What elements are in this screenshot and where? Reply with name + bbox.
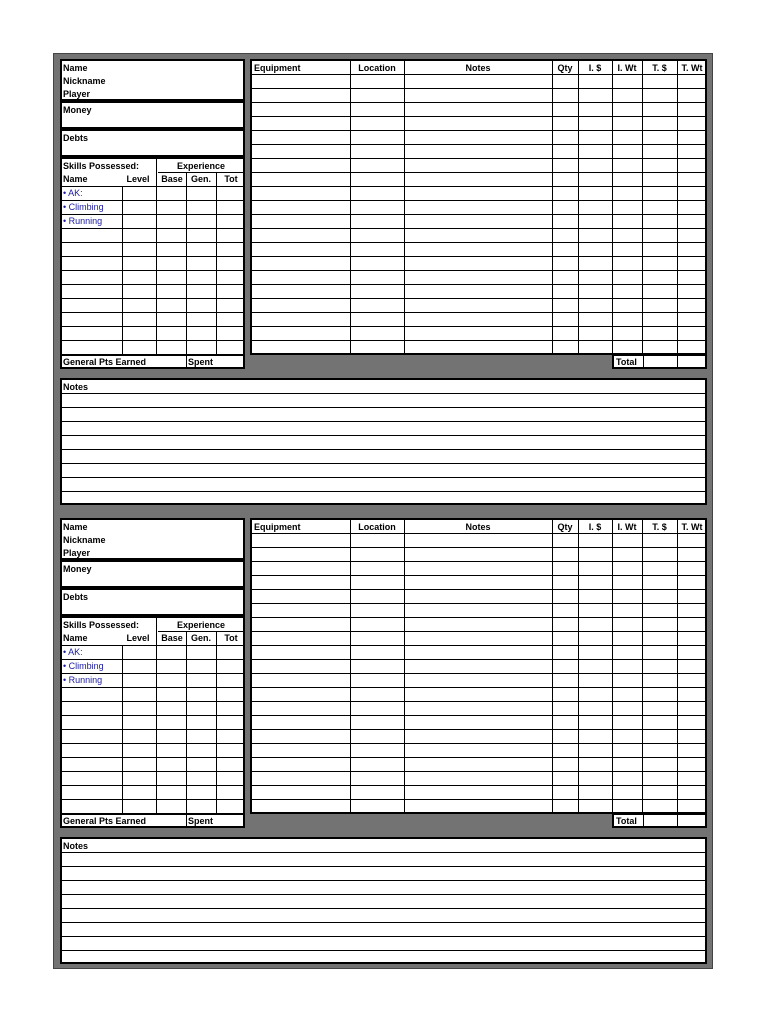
equipment-column-header: Notes (465, 522, 491, 532)
notes-line (62, 407, 707, 408)
equipment-row-line (252, 785, 707, 786)
experience-label: Experience (176, 161, 226, 171)
column-line (350, 61, 351, 353)
equipment-row-line (252, 340, 707, 341)
skill-name-header: Name (63, 174, 88, 184)
equipment-row-line (252, 158, 707, 159)
spent-label: Spent (188, 816, 214, 826)
nickname-label: Nickname (63, 76, 106, 86)
equipment-column-header: Location (358, 522, 396, 532)
skill-row-line (62, 256, 245, 257)
sheet2-totals-box (612, 813, 707, 828)
column-line (186, 631, 187, 813)
notes-line (62, 922, 707, 923)
skill-row-line (62, 715, 245, 716)
skill-entry: • AK: (63, 188, 83, 198)
gen-header: Gen. (190, 174, 211, 184)
equipment-column-header: T. Wt (681, 63, 703, 73)
column-line (677, 815, 678, 826)
gen-header: Gen. (190, 633, 211, 643)
rule-line (158, 172, 245, 173)
sheet2-general-points-box (60, 813, 245, 828)
level-header: Level (126, 174, 150, 184)
equipment-row-line (252, 575, 707, 576)
notes-label: Notes (63, 841, 89, 851)
notes-line (62, 477, 707, 478)
notes-line (62, 449, 707, 450)
notes-line (62, 880, 707, 881)
equipment-row-line (252, 547, 707, 548)
sheet1-totals-box (612, 354, 707, 369)
notes-line (62, 463, 707, 464)
column-line (643, 356, 644, 367)
equipment-row-line (252, 673, 707, 674)
equipment-row-line (252, 533, 707, 534)
equipment-row-line (252, 312, 707, 313)
equipment-row-line (252, 88, 707, 89)
experience-label: Experience (176, 620, 226, 630)
notes-line (62, 491, 707, 492)
equipment-row-line (252, 659, 707, 660)
skill-row-line (62, 284, 245, 285)
column-line (186, 815, 187, 826)
equipment-column-header: Notes (465, 63, 491, 73)
skill-row-line (62, 757, 245, 758)
skill-row-line (62, 326, 245, 327)
skill-row-line (62, 298, 245, 299)
name-label: Name (63, 522, 88, 532)
equipment-row-line (252, 589, 707, 590)
column-line (350, 520, 351, 812)
sheet1-money-box (60, 101, 245, 129)
sheet1-identity-box (60, 59, 245, 101)
skill-row-line (62, 799, 245, 800)
name-label: Name (63, 63, 88, 73)
spent-label: Spent (188, 357, 214, 367)
equipment-row-line (252, 130, 707, 131)
equipment-row-line (252, 242, 707, 243)
column-line (552, 520, 553, 812)
skill-row-line (62, 701, 245, 702)
sheet2-skills-box (60, 616, 245, 815)
equipment-column-header: T. $ (652, 63, 667, 73)
skill-row-line (62, 729, 245, 730)
column-line (677, 356, 678, 367)
column-line (122, 186, 123, 354)
player-label: Player (63, 89, 91, 99)
total-label: Total (616, 357, 637, 367)
sheet1-notes-box (60, 378, 707, 505)
column-line (156, 645, 157, 813)
equipment-row-line (252, 186, 707, 187)
equipment-row-line (252, 701, 707, 702)
notes-line (62, 866, 707, 867)
equipment-row-line (252, 729, 707, 730)
column-line (578, 520, 579, 812)
sheet2-equipment-table (250, 518, 707, 814)
notes-label: Notes (63, 382, 89, 392)
notes-line (62, 908, 707, 909)
column-line (186, 172, 187, 354)
equipment-row-line (252, 603, 707, 604)
notes-line (62, 393, 707, 394)
column-line (612, 61, 613, 353)
column-line (216, 631, 217, 813)
notes-line (62, 894, 707, 895)
column-line (612, 520, 613, 812)
money-label: Money (63, 564, 92, 574)
column-line (216, 172, 217, 354)
skill-row-line (62, 312, 245, 313)
equipment-row-line (252, 326, 707, 327)
equipment-row-line (252, 200, 707, 201)
column-line (677, 61, 678, 353)
notes-line (62, 852, 707, 853)
sheet2-debts-box (60, 588, 245, 616)
equipment-row-line (252, 144, 707, 145)
equipment-column-header: T. Wt (681, 522, 703, 532)
equipment-row-line (252, 687, 707, 688)
sheet1-debts-box (60, 129, 245, 157)
skill-entry: • Climbing (63, 202, 104, 212)
equipment-row-line (252, 617, 707, 618)
equipment-column-header: Qty (557, 522, 573, 532)
skill-row-line (62, 340, 245, 341)
equipment-row-line (252, 284, 707, 285)
equipment-row-line (252, 743, 707, 744)
rule-line (158, 631, 245, 632)
equipment-column-header: I. Wt (617, 63, 637, 73)
column-line (578, 61, 579, 353)
column-line (677, 520, 678, 812)
total-label: Total (616, 816, 637, 826)
equipment-column-header: I. $ (588, 63, 602, 73)
general-pts-earned-label: General Pts Earned (63, 357, 147, 367)
tot-header: Tot (224, 633, 238, 643)
skill-row-line (62, 687, 245, 688)
column-line (404, 520, 405, 812)
nickname-label: Nickname (63, 535, 106, 545)
equipment-column-header: I. Wt (617, 522, 637, 532)
equipment-row-line (252, 771, 707, 772)
equipment-row-line (252, 799, 707, 800)
skill-entry: • Climbing (63, 661, 104, 671)
base-header: Base (161, 633, 183, 643)
equipment-column-header: Qty (557, 63, 573, 73)
column-line (404, 61, 405, 353)
equipment-row-line (252, 757, 707, 758)
level-header: Level (126, 633, 150, 643)
player-label: Player (63, 548, 91, 558)
debts-label: Debts (63, 592, 89, 602)
skill-row-line (62, 228, 245, 229)
equipment-row-line (252, 715, 707, 716)
equipment-row-line (252, 228, 707, 229)
column-line (156, 618, 157, 645)
column-line (642, 61, 643, 353)
skill-row-line (62, 186, 245, 187)
skills-possessed-label: Skills Possessed: (63, 161, 140, 171)
skill-entry: • Running (63, 216, 103, 226)
skills-possessed-label: Skills Possessed: (63, 620, 140, 630)
skill-entry: • Running (63, 675, 103, 685)
equipment-row-line (252, 102, 707, 103)
debts-label: Debts (63, 133, 89, 143)
equipment-row-line (252, 645, 707, 646)
notes-line (62, 421, 707, 422)
equipment-row-line (252, 561, 707, 562)
equipment-row-line (252, 214, 707, 215)
skill-entry: • AK: (63, 647, 83, 657)
sheet1-skills-box (60, 157, 245, 356)
skill-row-line (62, 645, 245, 646)
equipment-column-header: Equipment (254, 63, 301, 73)
equipment-column-header: Equipment (254, 522, 301, 532)
base-header: Base (161, 174, 183, 184)
skill-row-line (62, 743, 245, 744)
equipment-row-line (252, 116, 707, 117)
skill-row-line (62, 785, 245, 786)
skill-row-line (62, 270, 245, 271)
skill-row-line (62, 771, 245, 772)
notes-line (62, 950, 707, 951)
sheet1-general-points-box (60, 354, 245, 369)
equipment-row-line (252, 256, 707, 257)
sheet2-money-box (60, 560, 245, 588)
column-line (643, 815, 644, 826)
skill-row-line (62, 242, 245, 243)
equipment-row-line (252, 298, 707, 299)
notes-line (62, 936, 707, 937)
equipment-column-header: T. $ (652, 522, 667, 532)
sheet2-notes-box (60, 837, 707, 964)
equipment-column-header: I. $ (588, 522, 602, 532)
column-line (156, 159, 157, 186)
column-line (122, 645, 123, 813)
skill-name-header: Name (63, 633, 88, 643)
sheet2-identity-box (60, 518, 245, 560)
sheet1-equipment-table (250, 59, 707, 355)
equipment-row-line (252, 172, 707, 173)
general-pts-earned-label: General Pts Earned (63, 816, 147, 826)
equipment-row-line (252, 74, 707, 75)
equipment-row-line (252, 631, 707, 632)
notes-line (62, 435, 707, 436)
column-line (552, 61, 553, 353)
column-line (642, 520, 643, 812)
tot-header: Tot (224, 174, 238, 184)
equipment-row-line (252, 270, 707, 271)
money-label: Money (63, 105, 92, 115)
column-line (156, 186, 157, 354)
equipment-column-header: Location (358, 63, 396, 73)
column-line (186, 356, 187, 367)
